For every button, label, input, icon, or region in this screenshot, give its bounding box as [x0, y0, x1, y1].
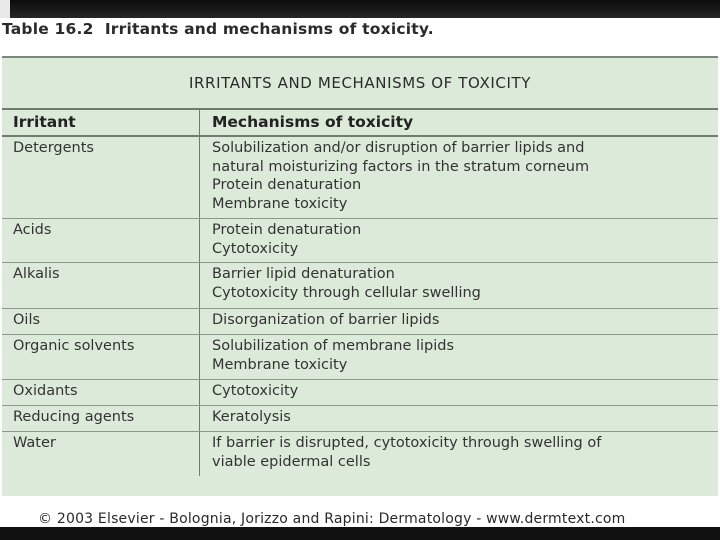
table-caption-text: Irritants and mechanisms of toxicity. — [104, 20, 434, 38]
copyright-notice: © 2003 Elsevier - Bolognia, Jorizzo and Rapini: Dermatology - www.dermtext.com — [38, 511, 626, 527]
top-bar — [0, 0, 720, 18]
mechanisms-cell — [200, 380, 718, 405]
table-heading: IRRITANTS AND MECHANISMS OF TOXICITY — [2, 58, 718, 110]
table-row — [2, 137, 718, 219]
irritants-table — [2, 56, 718, 496]
mechanism-line: viable epidermal cells — [212, 453, 371, 470]
mechanism-line: Cytotoxicity — [212, 383, 299, 399]
table-body — [2, 137, 718, 476]
table-row — [2, 380, 718, 406]
irritant-cell: Water — [2, 432, 200, 476]
mechanism-line: Keratolysis — [212, 409, 291, 425]
mechanisms-cell — [200, 263, 718, 308]
irritant-cell: Detergents — [2, 137, 200, 218]
mechanism-line: Cytotoxicity through cellular swelling — [212, 284, 481, 301]
footer-bar — [0, 527, 720, 540]
column-header-irritant: Irritant — [2, 110, 200, 135]
mechanisms-cell — [200, 137, 718, 218]
table-row — [2, 432, 718, 476]
table-row — [2, 263, 718, 309]
mechanism-line: Cytotoxicity — [212, 240, 299, 257]
mechanism-line: If barrier is disrupted, cytotoxicity through swelling of — [212, 435, 602, 451]
mechanism-line: natural moisturizing factors in the stratum corneum — [212, 158, 590, 175]
mechanism-line: Barrier lipid denaturation — [212, 266, 395, 282]
mechanisms-cell — [200, 219, 718, 262]
mechanisms-cell — [200, 406, 718, 431]
mechanism-line: Solubilization and/or disruption of barrier lipids and — [212, 140, 585, 156]
irritant-cell: Oxidants — [2, 380, 200, 405]
mechanisms-cell — [200, 432, 718, 476]
irritant-cell: Oils — [2, 309, 200, 334]
table-row — [2, 406, 718, 432]
table-row — [2, 309, 718, 335]
mechanism-line: Disorganization of barrier lipids — [212, 312, 440, 328]
table-column-headers — [2, 110, 718, 137]
irritant-cell: Alkalis — [2, 263, 200, 308]
mechanism-line: Protein denaturation — [212, 222, 362, 238]
table-row — [2, 335, 718, 380]
mechanism-line: Membrane toxicity — [212, 195, 348, 212]
top-bar-edge — [0, 0, 10, 18]
mechanism-line: Membrane toxicity — [212, 356, 348, 373]
irritant-cell: Reducing agents — [2, 406, 200, 431]
mechanism-line: Protein denaturation — [212, 177, 362, 193]
mechanisms-cell — [200, 335, 718, 379]
mechanism-line: Solubilization of membrane lipids — [212, 338, 455, 354]
table-caption — [2, 20, 434, 38]
mechanisms-cell — [200, 309, 718, 334]
table-caption-label: Table 16.2 — [2, 20, 94, 38]
table-row — [2, 219, 718, 263]
irritant-cell: Organic solvents — [2, 335, 200, 379]
irritant-cell: Acids — [2, 219, 200, 262]
column-header-mechanisms: Mechanisms of toxicity — [212, 113, 414, 131]
